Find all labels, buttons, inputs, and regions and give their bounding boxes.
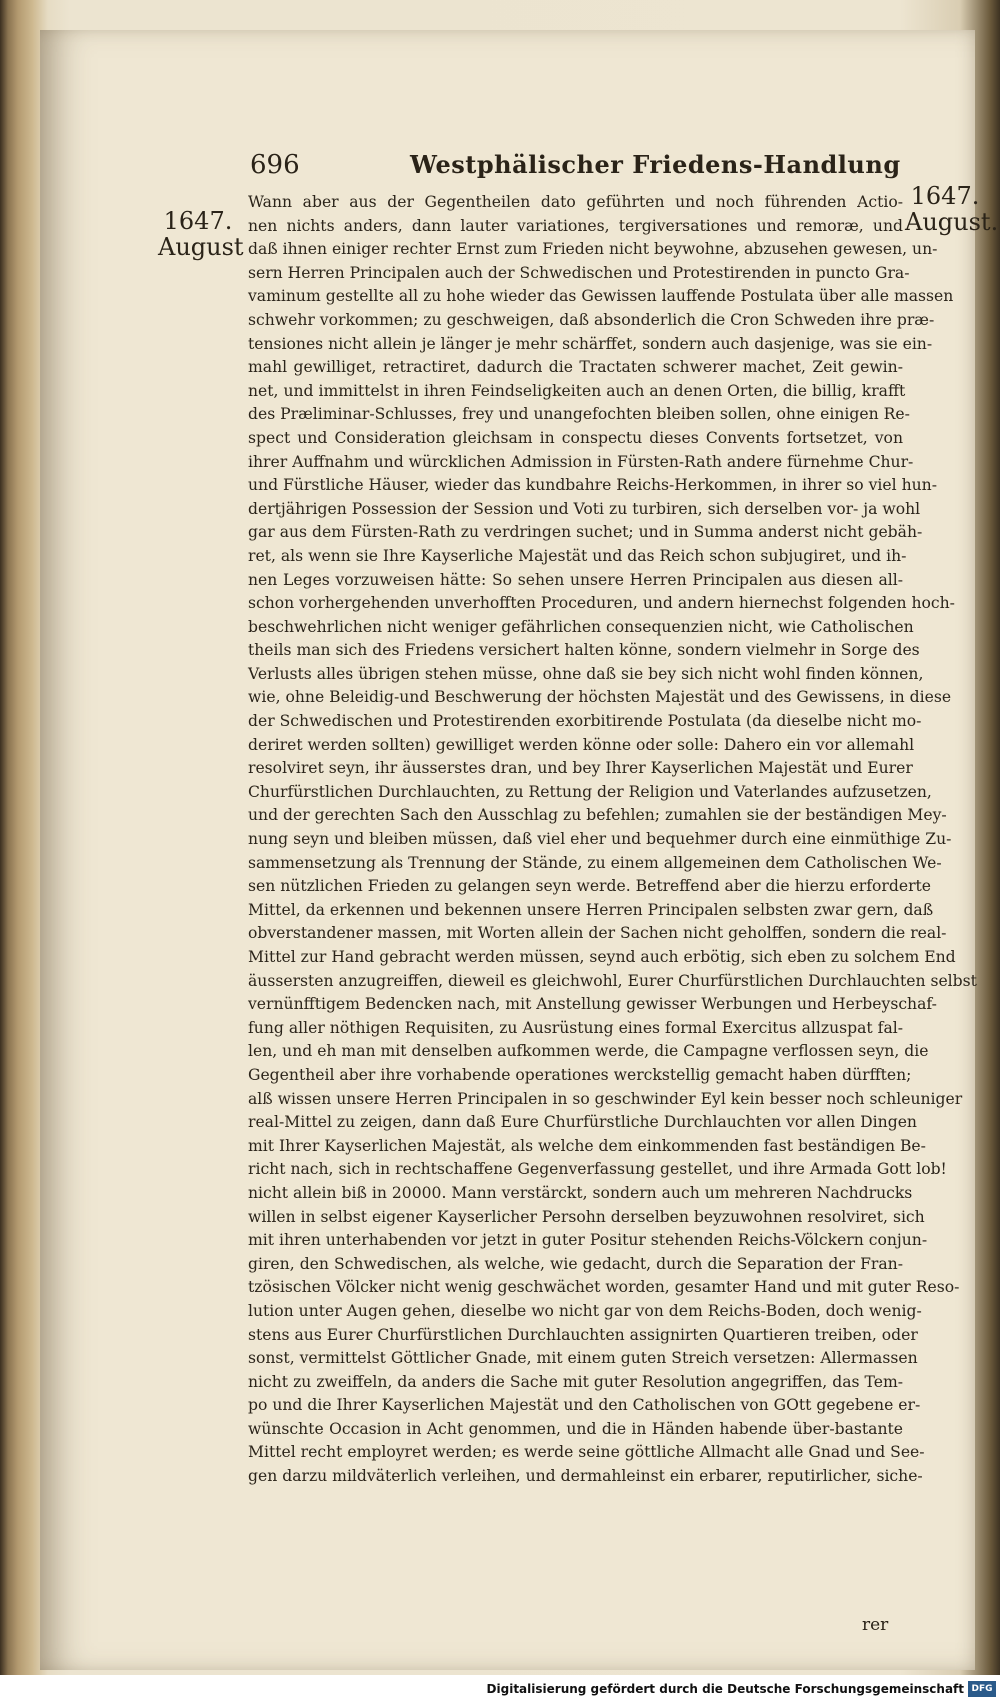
text-line: mit Ihrer Kayserlichen Majestät, als welche dem einkommenden fast beständigen Be- — [248, 1136, 926, 1155]
text-line: real-Mittel zu zeigen, dann daß Eure Churfürstliche Durchlauchten vor allen Dingen — [248, 1113, 917, 1132]
margin-note-left — [158, 207, 244, 261]
text-line: Verlusts alles übrigen stehen müsse, ohne daß sie bey sich nicht wohl finden können, — [248, 664, 924, 683]
text-line: vaminum gestellte all zu hohe wieder das Gewissen lauffende Postulata über alle massen — [248, 287, 954, 306]
text-line: und der gerechten Sach den Ausschlag zu befehlen; zumahlen sie der beständigen Mey- — [248, 806, 947, 825]
running-title: Westphälischer Friedens-Handlung — [410, 150, 901, 179]
footer-credit: Digitalisierung gefördert durch die Deutsche Forschungsgemeinschaft — [486, 1682, 964, 1696]
text-line: stens aus Eurer Churfürstlichen Durchlauchten assignirten Quartieren treiben, oder — [248, 1325, 918, 1344]
margin-note-right — [905, 182, 999, 236]
text-line: resolviret seyn, ihr äusserstes dran, und bey Ihrer Kayserlichen Majestät und Eurer — [248, 759, 913, 778]
text-line: dertjährigen Possession der Session und Voti zu turbiren, sich derselben vor- ja wohl — [248, 499, 921, 518]
page-number: 696 — [250, 150, 300, 180]
text-line: deriret werden sollten) gewilliget werden könne oder solle: Dahero ein vor allemahl — [248, 735, 915, 754]
text-line: theils man sich des Friedens versichert halten könne, sondern vielmehr in Sorge des — [248, 641, 920, 660]
margin-month-left: August — [158, 233, 244, 261]
text-line: spect und Consideration gleichsam in conspectu dieses Convents fortsetzet, von — [248, 428, 903, 447]
margin-year-right: 1647. — [910, 182, 980, 210]
text-line: beschwehrlichen nicht weniger gefährlichen consequenzien nicht, wie Catholischen — [248, 617, 914, 636]
text-line: Mittel, da erkennen und bekennen unsere Herren Principalen selbsten zwar gern, daß — [248, 900, 934, 919]
text-line: ret, als wenn sie Ihre Kayserliche Majestät und das Reich schon subjugiret, und ih- — [248, 546, 907, 565]
text-line: tensiones nicht allein je länger je mehr schärffet, sondern auch dasjenige, was sie ein- — [248, 334, 933, 353]
text-line: schon vorhergehenden unverhofften Proceduren, und andern hiernechst folgenden hoch- — [248, 594, 955, 613]
text-line: lution unter Augen gehen, dieselbe wo nicht gar von dem Reichs-Boden, doch wenig- — [248, 1301, 922, 1320]
text-line: net, und immittelst in ihren Feindseligkeiten auch an denen Orten, die billig, krafft — [248, 381, 906, 400]
text-line: nicht allein biß in 20000. Mann verstärckt, sondern auch um mehreren Nachdrucks — [248, 1183, 913, 1202]
text-line: Churfürstlichen Durchlauchten, zu Rettung der Religion und Vaterlandes aufzusetzen, — [248, 782, 932, 801]
text-line: wünschte Occasion in Acht genommen, und die in Händen habende über-bastante — [248, 1419, 903, 1438]
text-line: len, und eh man mit denselben aufkommen werde, die Campagne verflossen seyn, die — [248, 1042, 929, 1061]
margin-year-left: 1647. — [163, 207, 233, 235]
text-line: obverstandener massen, mit Worten allein der Sachen nicht geholffen, sondern die real- — [248, 924, 947, 943]
text-line: tzösischen Völcker nicht wenig geschwächet worden, gesamter Hand und mit guter Reso- — [248, 1278, 960, 1297]
text-line: nen Leges vorzuweisen hätte: So sehen unsere Herren Principalen aus diesen all- — [248, 570, 903, 589]
page-header — [0, 150, 1000, 190]
text-line: sonst, vermittelst Göttlicher Gnade, mit einem guten Streich versetzen: Allermassen — [248, 1349, 918, 1368]
text-line: alß wissen unsere Herren Principalen in so geschwinder Eyl kein besser noch schleuniger — [248, 1089, 963, 1108]
text-line: po und die Ihrer Kayserlichen Majestät und den Catholischen von GOtt gegebene er- — [248, 1396, 921, 1415]
text-line: nung seyn und bleiben müssen, daß viel eher und bequehmer durch eine einmüthige Zu- — [248, 830, 952, 849]
text-line: äussersten anzugreiffen, dieweil es gleichwohl, Eurer Churfürstlichen Durchlauchten selbst — [248, 971, 977, 990]
text-line: nen nichts anders, dann lauter variationes, tergiversationes und remoræ, und — [248, 216, 903, 235]
dfg-logo: DFG — [968, 1681, 996, 1697]
text-line: vernünfftigem Bedencken nach, mit Anstellung gewisser Werbungen und Herbeyschaf- — [248, 995, 937, 1014]
text-line: mahl gewilliget, retractiret, dadurch die Tractaten schwerer machet, Zeit gewin- — [248, 358, 903, 377]
text-line: mit ihren unterhabenden vor jetzt in guter Positur stehenden Reichs-Völckern conjun- — [248, 1231, 928, 1250]
text-line: sern Herren Principalen auch der Schwedischen und Protestirenden in puncto Gra- — [248, 263, 910, 282]
text-line: richt nach, sich in rechtschaffene Gegenverfassung gestellet, und ihre Armada Gott lob! — [248, 1160, 947, 1179]
text-line: wie, ohne Beleidig-und Beschwerung der höchsten Majestät und des Gewissens, in diese — [248, 688, 952, 707]
catchword: rer — [862, 1615, 889, 1635]
text-line: giren, den Schwedischen, als welche, wie gedacht, durch die Separation der Fran- — [248, 1254, 903, 1273]
footer-bar — [0, 1675, 1000, 1705]
text-line: fung aller nöthigen Requisiten, zu Ausrüstung eines formal Exercitus allzuspat fal- — [248, 1018, 903, 1037]
text-line: daß ihnen einiger rechter Ernst zum Frieden nicht beywohne, abzusehen gewesen, un- — [248, 240, 938, 259]
text-line: ihrer Auffnahm und würcklichen Admission in Fürsten-Rath andere fürnehme Chur- — [248, 452, 914, 471]
text-line: der Schwedischen und Protestirenden exorbitirende Postulata (da dieselbe nicht mo- — [248, 712, 922, 731]
text-line: gen darzu mildväterlich verleihen, und dermahleinst ein erbarer, reputirlicher, siche- — [248, 1467, 923, 1486]
text-line: sammensetzung als Trennung der Stände, zu einem allgemeinen dem Catholischen We- — [248, 853, 942, 872]
text-line: Mittel recht employret werden; es werde seine göttliche Allmacht alle Gnad und See- — [248, 1443, 925, 1462]
text-line: Mittel zur Hand gebracht werden müssen, seynd auch erbötig, sich eben zu solchem End — [248, 948, 956, 966]
text-line: des Præliminar-Schlusses, frey und unangefochten bleiben sollen, ohne einigen Re- — [248, 405, 910, 424]
text-line: Gegentheil aber ihre vorhabende operationes werckstellig gemacht haben dürfften; — [248, 1065, 912, 1084]
text-line: schwehr vorkommen; zu geschweigen, daß absonderlich die Cron Schweden ihre præ- — [248, 310, 935, 329]
text-line: willen in selbst eigener Kayserlicher Persohn derselben beyzuwohnen resolviret, sich — [248, 1207, 925, 1226]
text-line: und Fürstliche Häuser, wieder das kundbahre Reichs-Herkommen, in ihrer so viel hun- — [248, 476, 937, 495]
text-line: gar aus dem Fürsten-Rath zu verdringen suchet; und in Summa anderst nicht gebäh- — [248, 523, 923, 542]
text-line: sen nützlichen Frieden zu gelangen seyn werde. Betreffend aber die hierzu erforderte — [248, 877, 932, 896]
margin-month-right: August. — [905, 208, 999, 236]
text-line: Wann aber aus der Gegentheilen dato geführten und noch führenden Actio- — [248, 193, 903, 211]
text-line: nicht zu zweiffeln, da anders die Sache mit guter Resolution angegriffen, das Tem- — [248, 1372, 903, 1391]
